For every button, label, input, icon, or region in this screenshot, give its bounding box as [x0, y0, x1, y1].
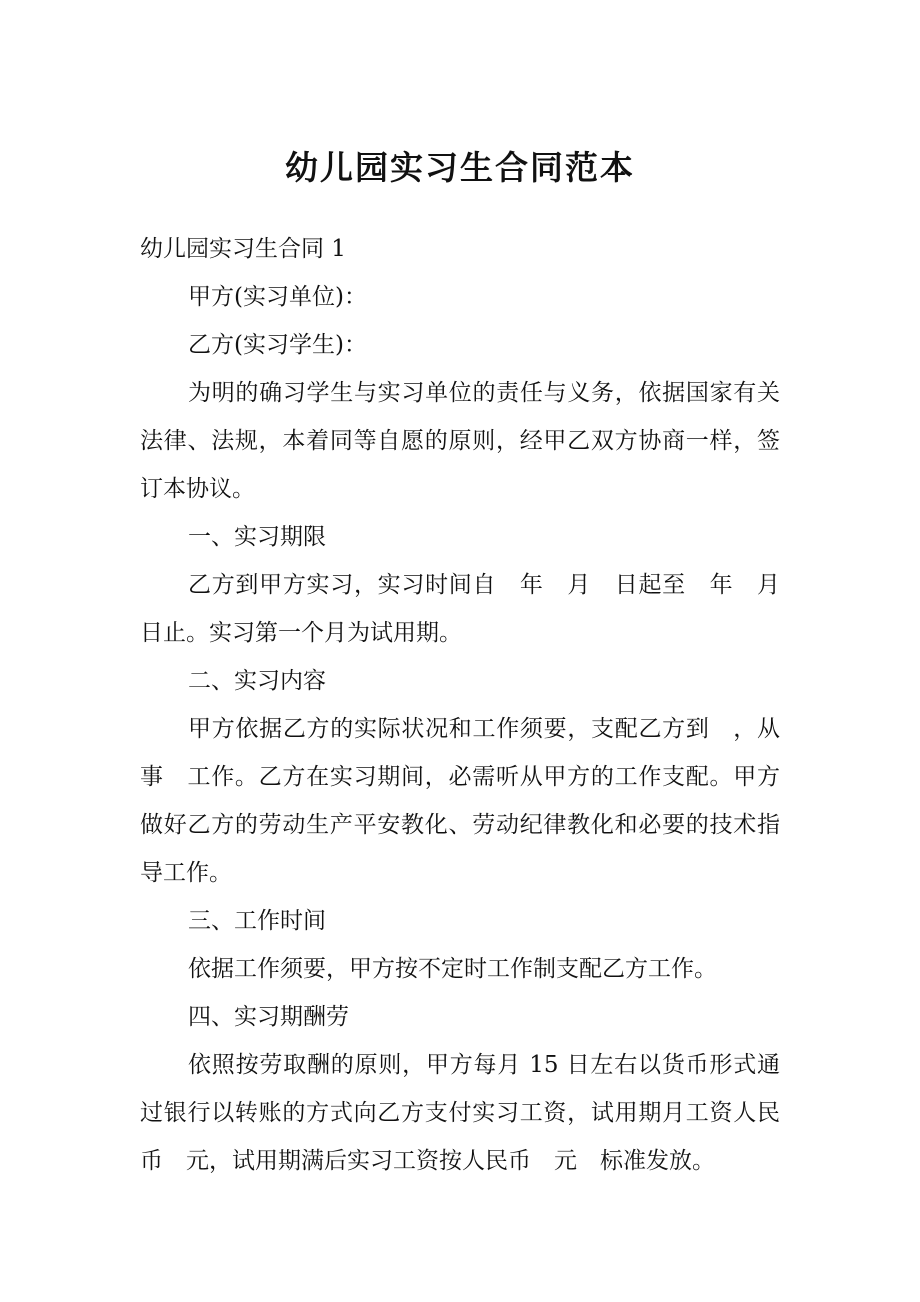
party-a-line: 甲方(实习单位)： [188, 284, 367, 310]
party-b-line: 乙方(实习学生)： [188, 332, 367, 358]
section-body-term: 乙方到甲方实习，实习时间自 年 月 日起至 年 月 日止。实习第一个月为试用期。 [140, 572, 803, 646]
section-heading-content: 二、实习内容 [188, 668, 326, 694]
section-heading-term: 一、实习期限 [188, 524, 326, 550]
intro-paragraph: 为明的确习学生与实习单位的责任与义务，依据国家有关法律、法规，本着同等自愿的原则，经甲乙双方协商一样，签订本协议。 [140, 380, 780, 502]
section-body-pay: 依照按劳取酬的原则，甲方每月 15 日左右以货币形式通过银行以转账的方式向乙方支付实习工资，试用期月工资人民币 元，试用期满后实习工资按人民币 元 标准发放。 [140, 1052, 780, 1174]
section-heading-hours: 三、工作时间 [188, 908, 326, 934]
section-body-hours: 依据工作须要，甲方按不定时工作制支配乙方工作。 [188, 956, 717, 982]
section-body-content: 甲方依据乙方的实际状况和工作须要，支配乙方到 ，从事 工作。乙方在实习期间，必需听从甲方的工作支配。甲方做好乙方的劳动生产平安教化、劳动纪律教化和必要的技术指导工作。 [140, 716, 780, 886]
document-title: 幼儿园实习生合同范本 [285, 148, 635, 187]
document-body [140, 225, 803, 1185]
contract-subtitle: 幼儿园实习生合同 1 [140, 236, 346, 262]
section-heading-pay: 四、实习期酬劳 [188, 1004, 349, 1030]
